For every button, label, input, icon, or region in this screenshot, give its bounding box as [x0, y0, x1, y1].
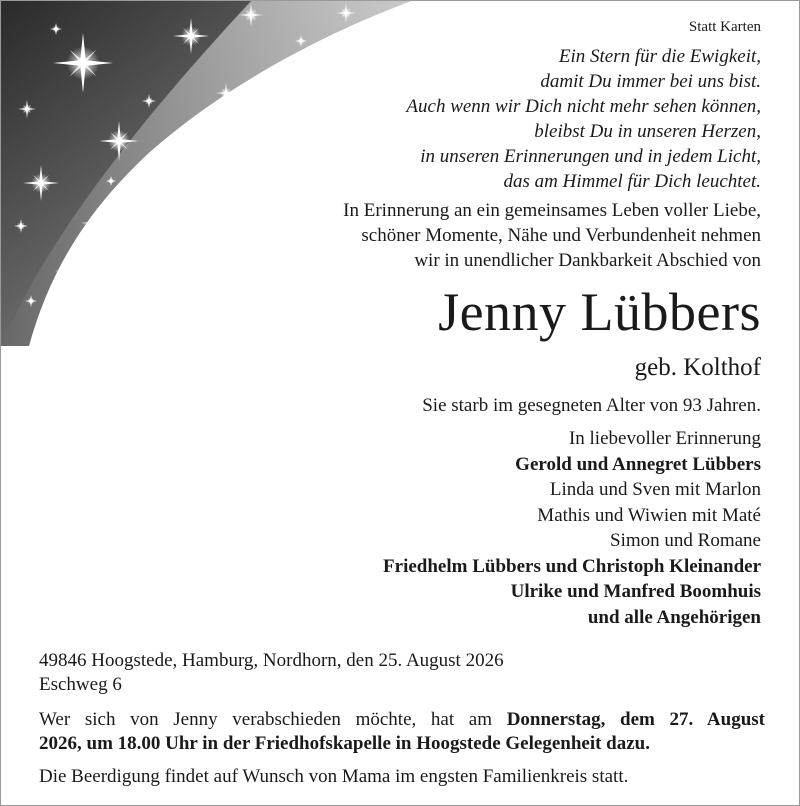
- mourner-line: Gerold und Annegret Lübbers: [515, 453, 761, 475]
- place-and-date: [39, 649, 765, 697]
- deceased-name: Jenny Lübbers: [438, 282, 761, 342]
- age-line: Sie starb im gesegneten Alter von 93 Jahren.: [422, 395, 761, 416]
- statt-karten-label: Statt Karten: [688, 19, 761, 35]
- poem-line: Auch wenn wir Dich nicht mehr sehen können,: [406, 96, 761, 117]
- mourner-line: Ulrike und Manfred Boomhuis: [510, 581, 761, 602]
- poem: [406, 44, 761, 194]
- farewell-info: [39, 708, 765, 756]
- mourners-list: [383, 426, 761, 630]
- farewell-text: Wer sich von Jenny verabschieden möchte, hat am: [39, 709, 507, 730]
- address-line: Eschweg 6: [39, 674, 122, 695]
- poem-line: bleibst Du in unseren Herzen,: [534, 121, 761, 142]
- place-date-line: 49846 Hoogstede, Hamburg, Nordhorn, den 25. August 2026: [39, 650, 504, 671]
- mourner-line: Mathis und Wiwien mit Maté: [537, 504, 761, 526]
- poem-line: damit Du immer bei uns bist.: [540, 71, 761, 92]
- maiden-name: geb. Kolthof: [634, 354, 761, 381]
- poem-line: in unseren Erinnerungen und in jedem Licht,: [420, 146, 761, 167]
- starry-sky-image: [1, 1, 421, 361]
- farewell-date: Donnerstag, dem 27. August: [506, 709, 765, 730]
- poem-line: Ein Stern für die Ewigkeit,: [558, 46, 761, 67]
- burial-note: Die Beerdigung findet auf Wunsch von Mama im engsten Familienkreis statt.: [39, 766, 629, 787]
- mourner-line: Linda und Sven mit Marlon: [549, 479, 761, 500]
- mourner-line: und alle Angehörigen: [587, 606, 761, 628]
- intro-line: wir in unendlicher Dankbarkeit Abschied von: [414, 250, 761, 271]
- mourner-line: Friedhelm Lübbers und Christoph Kleinander: [383, 555, 761, 577]
- intro-line: In Erinnerung an ein gemeinsames Leben voller Liebe,: [343, 200, 761, 221]
- intro-text: [343, 198, 761, 273]
- mourner-line: Simon und Romane: [610, 530, 761, 551]
- poem-line: das am Himmel für Dich leuchtet.: [503, 171, 761, 192]
- intro-line: schöner Momente, Nähe und Verbundenheit nehmen: [361, 225, 761, 246]
- mourners-heading: In liebevoller Erinnerung: [568, 428, 761, 449]
- farewell-time-place: 2026, um 18.00 Uhr in der Friedhofskapelle in Hoogstede: [39, 733, 501, 754]
- farewell-text-end: Gelegenheit dazu.: [500, 733, 651, 754]
